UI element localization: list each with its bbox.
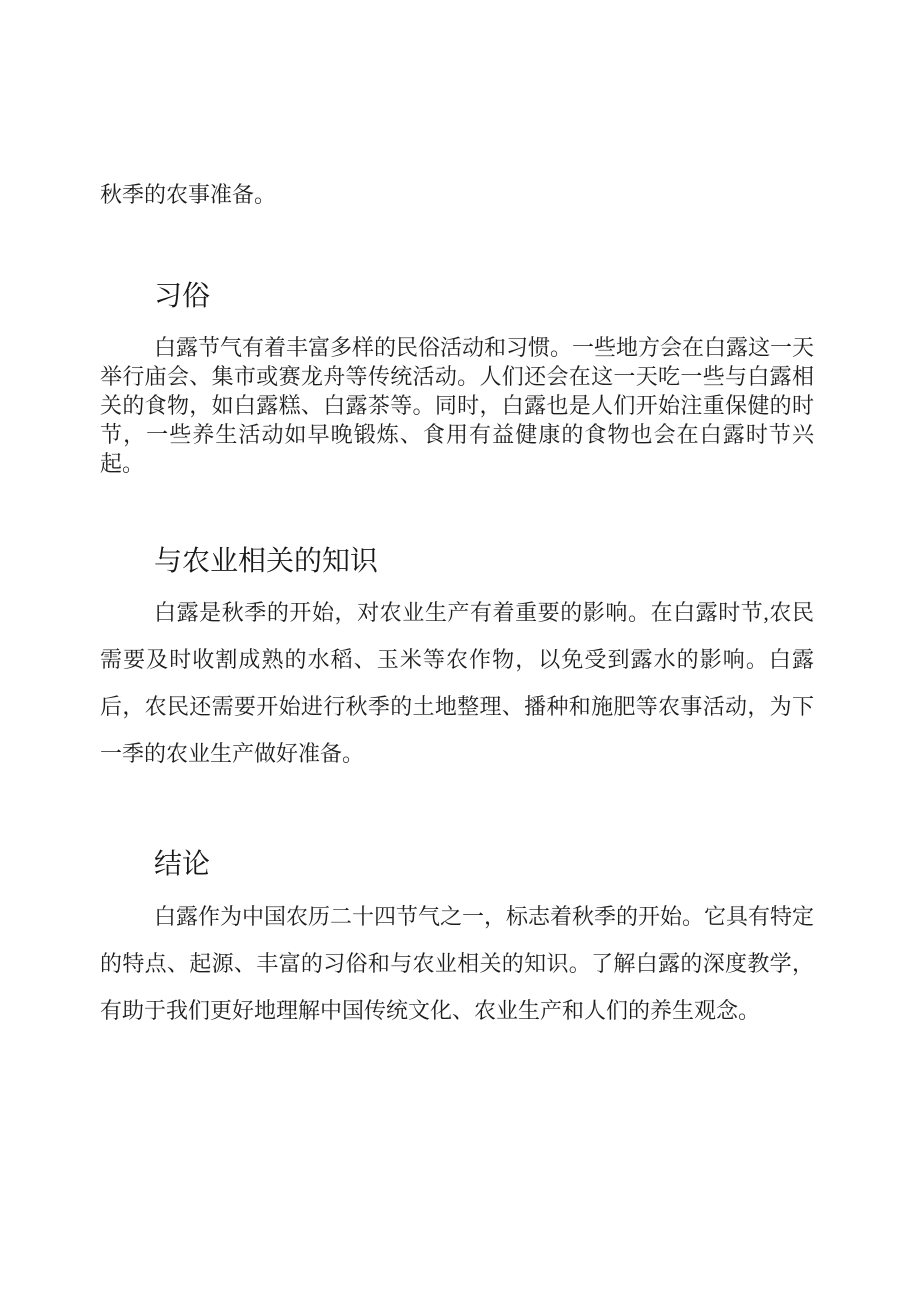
section-heading-conclusion: 结论 [154,848,211,879]
section-heading-agriculture: 与农业相关的知识 [154,545,379,576]
section-paragraph-agriculture: 白露是秋季的开始，对农业生产有着重要的影响。在白露时节,农民需要及时收割成熟的水稻、玉米等农作物，以免受到露水的影响。白露后，农民还需要开始进行秋季的土地整理、播种和施肥等农事活动，为下一季的农业生产做好准备。 [100,600,814,766]
section-agriculture [100,543,814,777]
section-conclusion [100,846,814,1034]
section-paragraph-customs: 白露节气有着丰富多样的民俗活动和习惯。一些地方会在白露这一天举行庙会、集市或赛龙舟等传统活动。人们还会在这一天吃一些与白露相关的食物，如白露糕、白露茶等。同时，白露也是人们开始注重保健的时节，一些养生活动如早晚锻炼、食用有益健康的食物也会在白露时节兴起。 [100,335,815,476]
orphan-paragraph-tail: 秋季的农事准备。 [100,182,277,207]
section-paragraph-conclusion: 白露作为中国农历二十四节气之一，标志着秋季的开始。它具有特定的特点、起源、丰富的习俗和与农业相关的知识。了解白露的深度教学，有助于我们更好地理解中国传统文化、农业生产和人们的养生观念。 [100,904,815,1023]
section-heading-customs: 习俗 [154,280,211,311]
section-customs [100,278,814,478]
